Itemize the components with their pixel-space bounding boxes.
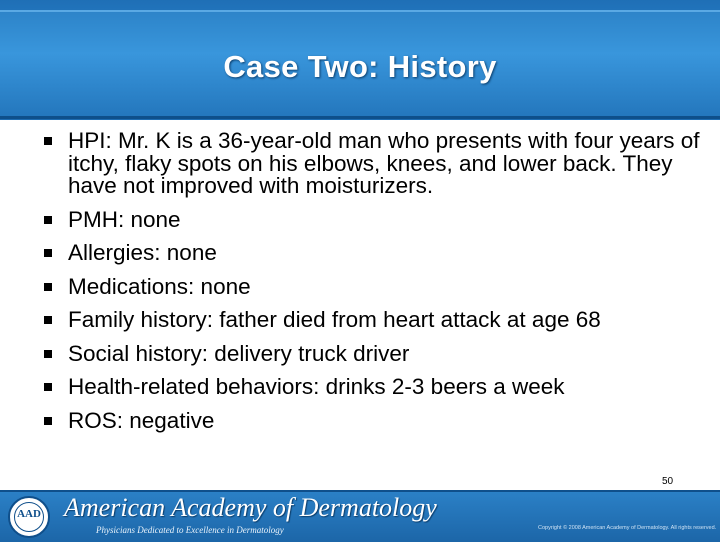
bullet-hpi xyxy=(44,130,704,198)
bullet-health-behaviors xyxy=(44,376,704,399)
bullet-text: PMH: none xyxy=(68,206,181,232)
bullet-text: Health-related behaviors: drinks 2-3 beers a week xyxy=(68,374,565,399)
bullet-square-icon xyxy=(44,383,52,391)
bullet-social-history xyxy=(44,340,704,366)
seal-text: AAD xyxy=(17,508,41,520)
bullet-square-icon xyxy=(44,249,52,257)
page-number: 50 xyxy=(662,476,674,487)
organization-name: American Academy of Dermatology xyxy=(64,493,437,522)
bullet-square-icon xyxy=(44,283,52,291)
bullet-list xyxy=(44,124,704,432)
bullet-text: ROS: negative xyxy=(68,407,215,433)
bullet-text: Medications: none xyxy=(68,273,251,299)
aad-seal-icon xyxy=(8,496,50,538)
bullet-square-icon xyxy=(44,350,52,358)
bullet-square-icon xyxy=(44,216,52,224)
bullet-ros xyxy=(44,407,704,433)
bullet-text: Social history: delivery truck driver xyxy=(68,340,410,366)
slide-header xyxy=(0,0,720,120)
organization-tagline: Physicians Dedicated to Excellence in Dermatology xyxy=(96,525,284,535)
bullet-square-icon xyxy=(44,417,52,425)
bullet-medications xyxy=(44,273,704,299)
bullet-pmh xyxy=(44,206,704,232)
bullet-text: HPI: Mr. K is a 36-year-old man who presents with four years of itchy, flaky spots on his elbows, knees, and lower back. They have not improved with moisturizers. xyxy=(68,128,700,198)
bullet-square-icon xyxy=(44,316,52,324)
slide-footer xyxy=(0,490,720,542)
bullet-family-history xyxy=(44,309,704,332)
copyright-text: Copyright © 2008 American Academy of Dermatology. All rights reserved. xyxy=(538,525,717,531)
bullet-text: Family history: father died from heart attack at age 68 xyxy=(68,307,601,332)
slide-title: Case Two: History xyxy=(223,49,497,84)
bullet-allergies xyxy=(44,242,704,265)
bullet-square-icon xyxy=(44,137,52,145)
bullet-text: Allergies: none xyxy=(68,240,217,265)
